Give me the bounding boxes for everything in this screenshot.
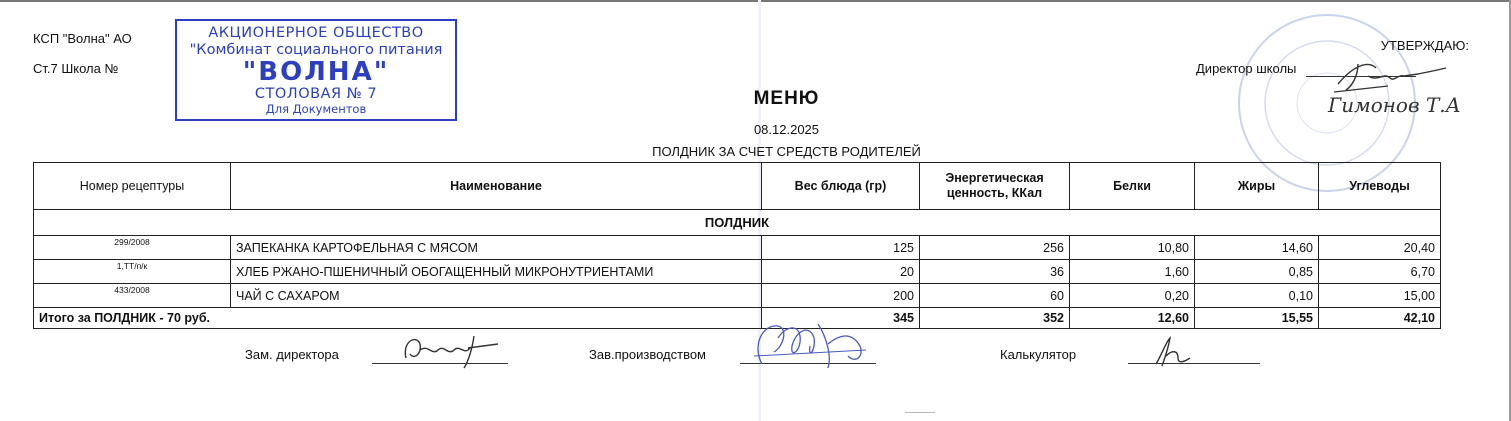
total-fat: 15,55 (1195, 308, 1319, 329)
recipe-code: 299/2008 (34, 236, 231, 260)
stamp-line-3: "ВОЛНА" (242, 57, 390, 87)
menu-date: 08.12.2025 (753, 122, 820, 137)
recipe-code: 1,ТТ/п/к (34, 260, 231, 284)
meal-caption: ПОЛДНИК ЗА СЧЕТ СРЕДСТВ РОДИТЕЛЕЙ (652, 144, 921, 159)
dish-protein: 10,80 (1070, 236, 1195, 260)
approve-label: УТВЕРЖДАЮ: (1380, 38, 1469, 53)
stamp-line-1: АКЦИОНЕРНОЕ ОБЩЕСТВО (208, 25, 424, 41)
table-row (34, 284, 1441, 308)
col-header-fat: Жиры (1195, 163, 1319, 210)
page-title: МЕНЮ (753, 88, 820, 109)
dish-protein: 0,20 (1070, 284, 1195, 308)
calculator-signature (1148, 334, 1208, 374)
calculator-label: Калькулятор (1000, 347, 1077, 362)
production-signature (748, 316, 888, 376)
dish-protein: 1,60 (1070, 260, 1195, 284)
menu-table (33, 162, 1441, 329)
section-row (34, 210, 1441, 236)
org-name: КСП "Волна" АО (33, 31, 132, 46)
dish-fat: 0,10 (1195, 284, 1319, 308)
dish-name: ЧАЙ С САХАРОМ (231, 284, 762, 308)
dish-name: ЗАПЕКАНКА КАРТОФЕЛЬНАЯ С МЯСОМ (231, 236, 762, 260)
dish-fat: 14,60 (1195, 236, 1319, 260)
director-signature (1328, 46, 1478, 116)
dish-weight: 20 (762, 260, 920, 284)
svg-text:Гимонов Т.А: Гимонов Т.А (1328, 93, 1461, 117)
stamp-line-4: СТОЛОВАЯ № 7 (254, 86, 378, 102)
dish-name: ХЛЕБ РЖАНО-ПШЕНИЧНЫЙ ОБОГАЩЕННЫЙ МИКРОНУТРИЕНТАМИ (231, 260, 762, 284)
section-title: ПОЛДНИК (34, 210, 1441, 236)
dish-carbs: 15,00 (1319, 284, 1441, 308)
col-header-energy: Энергетическая ценность, ККал (920, 163, 1070, 210)
total-label: Итого за ПОЛДНИК - 70 руб. (34, 308, 762, 329)
recipe-code: 433/2008 (34, 284, 231, 308)
stamp-line-5: Для Документов (265, 102, 367, 116)
col-header-recipe: Номер рецептуры (34, 163, 231, 210)
dish-carbs: 20,40 (1319, 236, 1441, 260)
dish-energy: 36 (920, 260, 1070, 284)
col-header-name: Наименование (231, 163, 762, 210)
table-row (34, 260, 1441, 284)
scan-mark (905, 412, 935, 413)
dish-weight: 200 (762, 284, 920, 308)
production-head-label: Зав.производством (589, 347, 706, 362)
total-energy: 352 (920, 308, 1070, 329)
col-header-carbs: Углеводы (1319, 163, 1441, 210)
school-number: Ст.7 Школа № (33, 61, 119, 76)
deputy-director-label: Зам. директора (245, 347, 339, 362)
total-protein: 12,60 (1070, 308, 1195, 329)
total-row (34, 308, 1441, 329)
dish-fat: 0,85 (1195, 260, 1319, 284)
total-weight: 345 (762, 308, 920, 329)
stamp-line-2: "Комбинат социального питания (189, 42, 443, 58)
dish-weight: 125 (762, 236, 920, 260)
col-header-protein: Белки (1070, 163, 1195, 210)
table-row (34, 236, 1441, 260)
col-header-weight: Вес блюда (гр) (762, 163, 920, 210)
dish-energy: 60 (920, 284, 1070, 308)
deputy-signature (398, 330, 518, 370)
table-header-row (34, 163, 1441, 210)
top-border (0, 0, 1511, 2)
dish-carbs: 6,70 (1319, 260, 1441, 284)
director-label: Директор школы (1196, 61, 1297, 76)
dish-energy: 256 (920, 236, 1070, 260)
total-carbs: 42,10 (1319, 308, 1441, 329)
